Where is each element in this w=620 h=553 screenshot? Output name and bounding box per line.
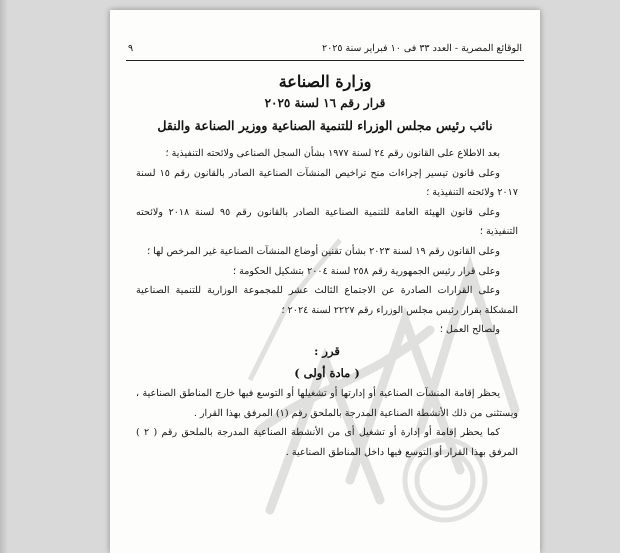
preamble-paragraph: بعد الاطلاع على القانون رقم ٢٤ لسنة ١٩٧٧ بشأن السجل الصناعى ولائحته التنفيذية ؛ bbox=[165, 148, 500, 159]
viewer-left-edge bbox=[0, 0, 8, 553]
header-title: الوقائع المصرية - العدد ٣٣ فى ١٠ فبراير سنة ٢٠٢٥ bbox=[322, 42, 522, 54]
preamble-paragraph: ولصالح العمل ؛ bbox=[439, 324, 500, 336]
ministry-title: وزارة الصناعة bbox=[278, 72, 372, 91]
gazette-page bbox=[110, 10, 540, 553]
preamble-paragraph: وعلى القانون رقم ١٩ لسنة ٢٠٢٣ بشأن تقنين أوضاع المنشآت الصناعية غير المرخص لها ؛ bbox=[147, 245, 500, 257]
header-divider bbox=[126, 60, 524, 61]
issuer-title: نائب رئيس مجلس الوزراء للتنمية الصناعية ووزير الصناعة والنقل bbox=[157, 118, 493, 133]
preamble-paragraph: وعلى القرارات الصادرة عن الاجتماع الثالث عشر للمجموعة الوزارية للتنمية الصناعية المشكلة بقرار رئيس مجلس الوزراء رقم ٢٢٢٧ لسنة ٢٠٢٤ ؛ bbox=[136, 285, 518, 316]
decree-number: قرار رقم ١٦ لسنة ٢٠٢٥ bbox=[264, 96, 386, 110]
preamble-paragraph: وعلى قرار رئيس الجمهورية رقم ٢٥٨ لسنة ٢٠٠٤ بتشكيل الحكومة ؛ bbox=[233, 265, 500, 277]
article-paragraph: يحظر إقامة المنشآت الصناعية أو إدارتها أو تشغيلها أو التوسع فيها خارج المناطق الصناعية ، ويستثنى من ذلك الأنشطة الصناعية المدرجة بالملحق رقم (١) المرفق بهذا القرار . bbox=[136, 387, 518, 419]
article-paragraph: كما يحظر إقامة أو إدارة أو تشغيل أى من الأنشطة الصناعية المدرجة بالملحق رقم ( ٢ ) المرفق بهذا القرار أو التوسع فيها داخل المناطق الصناعية . bbox=[136, 427, 518, 458]
resolution-heading: قرر : bbox=[314, 343, 340, 358]
preamble-paragraph: وعلى قانون تيسير إجراءات منح تراخيص المنشآت الصناعية الصادر بالقانون رقم ١٥ لسنة ٢٠١٧ ولائحته التنفيذية ؛ bbox=[136, 167, 518, 199]
article-heading: ( مادة أولى ) bbox=[294, 365, 360, 380]
running-header bbox=[128, 40, 522, 56]
page-number: ٩ bbox=[128, 42, 134, 54]
decree-body bbox=[136, 144, 518, 462]
preamble-paragraph: وعلى قانون الهيئة العامة للتنمية الصناعية الصادر بالقانون رقم ٩٥ لسنة ٢٠١٨ ولائحته التنفيذية ؛ bbox=[136, 206, 518, 238]
